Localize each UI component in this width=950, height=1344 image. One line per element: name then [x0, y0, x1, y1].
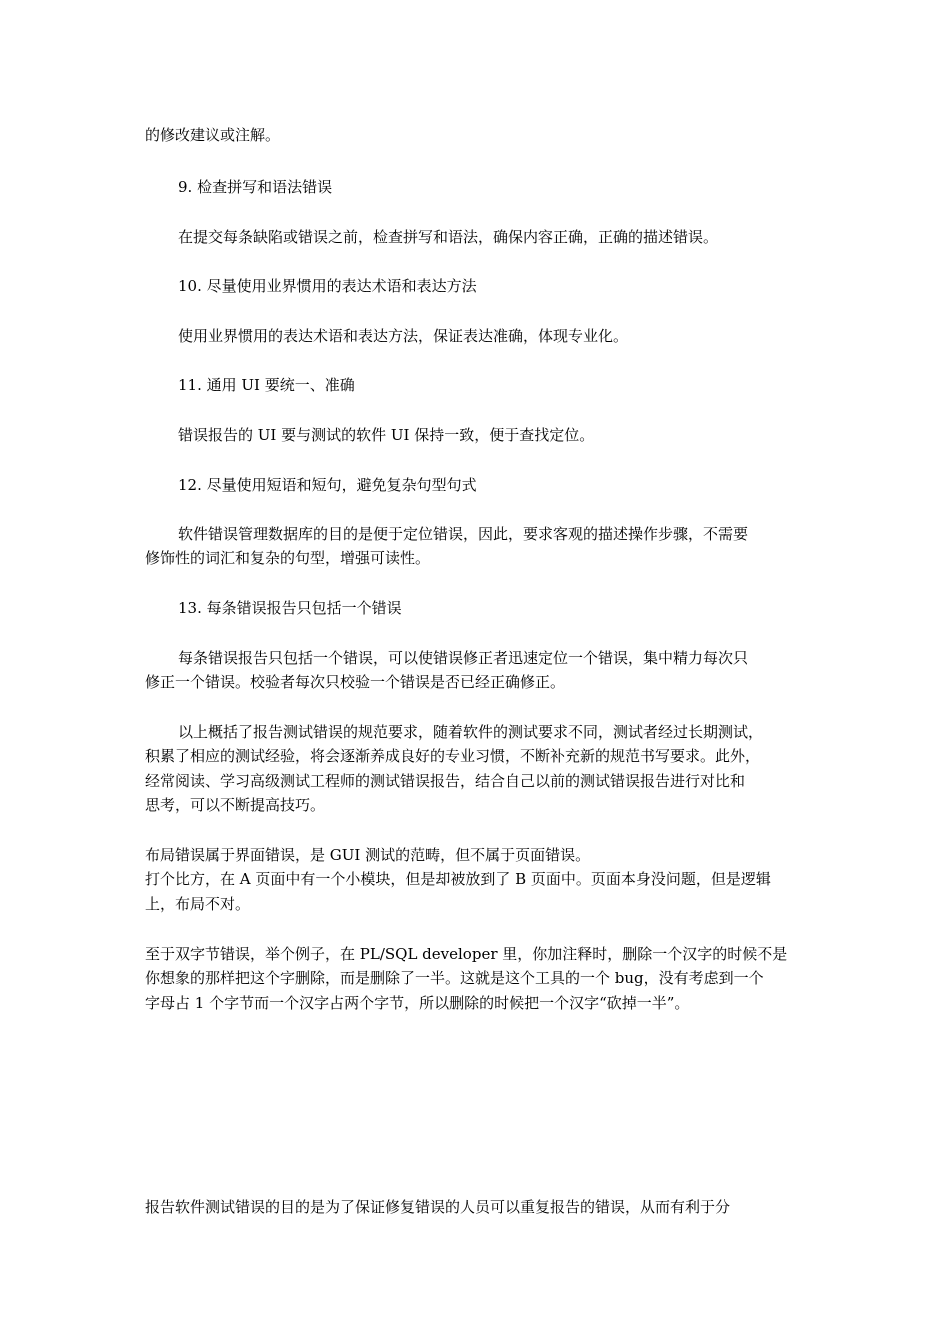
paragraph-line: 布局错误属于界面错误，是 GUI 测试的范畴，但不属于页面错误。	[145, 846, 591, 864]
paragraph-line: 软件错误管理数据库的目的是便于定位错误，因此，要求客观的描述操作步骤，不需要	[178, 525, 749, 543]
paragraph-line: 报告软件测试错误的目的是为了保证修复错误的人员可以重复报告的错误，从而有利于分	[145, 1198, 731, 1216]
paragraph-line: 修正一个错误。校验者每次只校验一个错误是否已经正确修正。	[145, 673, 566, 691]
paragraph-line: 至于双字节错误，举个例子，在 PL/SQL developer 里，你加注释时，删除一个汉字的时候不是	[145, 945, 788, 963]
section-heading-12: 12. 尽量使用短语和短句，避免复杂句型句式	[178, 476, 477, 494]
paragraph-line: 思考，可以不断提高技巧。	[145, 796, 326, 814]
paragraph-line: 在提交每条缺陷或错误之前，检查拼写和语法，确保内容正确，正确的描述错误。	[178, 228, 719, 246]
paragraph-line: 每条错误报告只包括一个错误，可以使错误修正者迅速定位一个错误，集中精力每次只	[178, 649, 749, 667]
paragraph-line: 的修改建议或注解。	[145, 126, 281, 144]
paragraph-line: 上，布局不对。	[145, 895, 251, 913]
paragraph-line: 错误报告的 UI 要与测试的软件 UI 保持一致，便于查找定位。	[178, 426, 595, 444]
section-heading-9: 9. 检查拼写和语法错误	[178, 178, 333, 196]
paragraph-line: 你想象的那样把这个字删除，而是删除了一半。这就是这个工具的一个 bug，没有考虑到一个	[145, 969, 764, 987]
paragraph-line: 打个比方，在 A 页面中有一个小模块，但是却被放到了 B 页面中。页面本身没问题，但是逻辑	[145, 870, 771, 888]
paragraph-line: 字母占 1 个字节而一个汉字占两个字节，所以删除的时候把一个汉字“砍掉一半”。	[145, 994, 690, 1012]
paragraph-line: 以上概括了报告测试错误的规范要求，随着软件的测试要求不同，测试者经过长期测试，	[178, 723, 764, 741]
section-heading-11: 11. 通用 UI 要统一、准确	[178, 376, 355, 394]
paragraph-line: 修饰性的词汇和复杂的句型，增强可读性。	[145, 549, 431, 567]
section-heading-10: 10. 尽量使用业界惯用的表达术语和表达方法	[178, 277, 477, 295]
paragraph-line: 积累了相应的测试经验，将会逐渐养成良好的专业习惯，不断补充新的规范书写要求。此外，	[145, 747, 761, 765]
paragraph-line: 使用业界惯用的表达术语和表达方法，保证表达准确，体现专业化。	[178, 327, 629, 345]
paragraph-line: 经常阅读、学习高级测试工程师的测试错误报告，结合自己以前的测试错误报告进行对比和	[145, 772, 746, 790]
section-heading-13: 13. 每条错误报告只包括一个错误	[178, 599, 402, 617]
